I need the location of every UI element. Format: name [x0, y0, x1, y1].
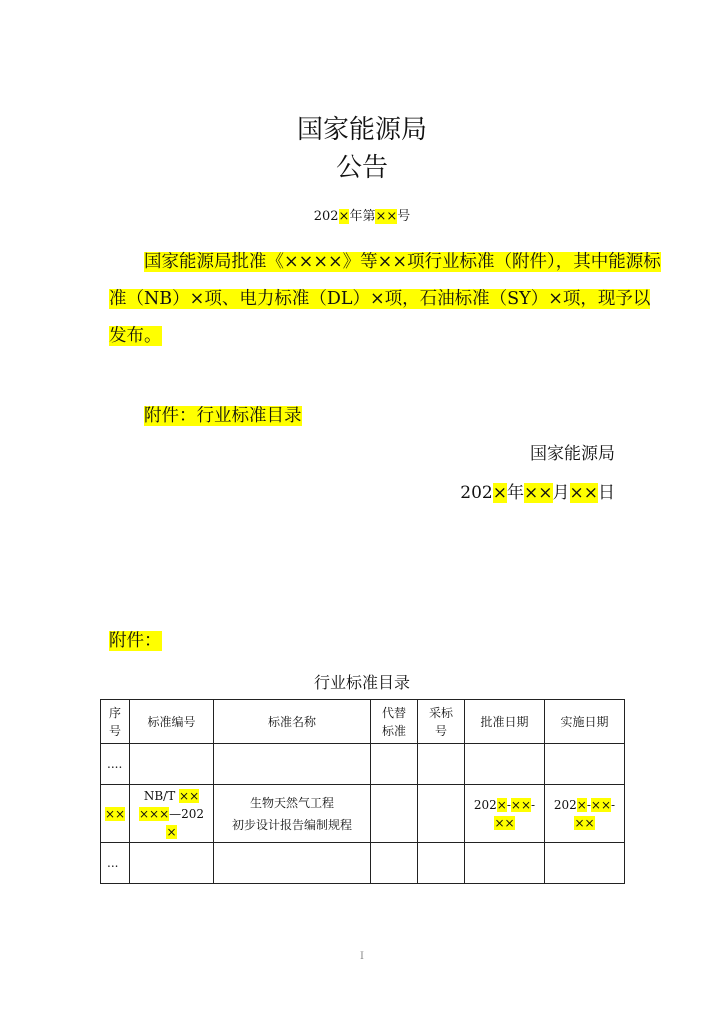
cell-replace	[371, 785, 418, 843]
table-row	[101, 785, 625, 843]
header-name: 标准名称	[214, 700, 371, 744]
header-replace: 代替 标准	[371, 700, 418, 744]
page-subtitle: 公告	[335, 153, 388, 183]
annex-heading: 附件：	[109, 631, 162, 651]
header-approve-date: 批准日期	[465, 700, 545, 744]
page-number: I	[360, 951, 364, 962]
annex-note: 附件：行业标准目录	[144, 406, 302, 426]
header-adopt: 采标 号	[418, 700, 465, 744]
cell-seq: ××	[101, 785, 130, 843]
header-code: 标准编号	[130, 700, 214, 744]
cell-name: 生物天然气工程 初步设计报告编制规程	[214, 785, 371, 843]
table-title: 行业标准目录	[313, 673, 410, 692]
cell-adopt	[418, 785, 465, 843]
body-line-1: 国家能源局批准《××××》等××项行业标准（附件），其中能源标	[144, 252, 661, 272]
cell-seq: ....	[101, 744, 130, 785]
docno-placeholder-number: ××	[375, 209, 398, 224]
cell-code: NB/T ×× ×××—202 ×	[130, 785, 214, 843]
table-header-row	[101, 700, 625, 744]
table-row	[101, 744, 625, 785]
docno-placeholder-year: ×	[338, 209, 350, 224]
header-seq: 序 号	[101, 700, 130, 744]
document-number	[0, 205, 724, 224]
cell-approve-date: 202×-××- ××	[465, 785, 545, 843]
docno-suffix: 号	[397, 209, 411, 224]
issuer-name: 国家能源局	[530, 444, 615, 464]
body-line-3: 发布。	[109, 326, 162, 346]
standards-table	[100, 699, 625, 884]
announcement-body	[109, 244, 661, 355]
issue-date: 202×年××月××日	[460, 483, 615, 503]
header-implement-date: 实施日期	[545, 700, 625, 744]
page-title: 国家能源局	[296, 115, 427, 145]
table-row	[101, 843, 625, 884]
cell-implement-date: 202×-××- ××	[545, 785, 625, 843]
cell-seq: ...	[101, 843, 130, 884]
docno-mid: 年第	[349, 209, 376, 224]
docno-prefix: 202	[313, 209, 339, 224]
body-line-2: 准（NB）×项、电力标准（DL）×项，石油标准（SY）×项，现予以	[109, 289, 651, 309]
